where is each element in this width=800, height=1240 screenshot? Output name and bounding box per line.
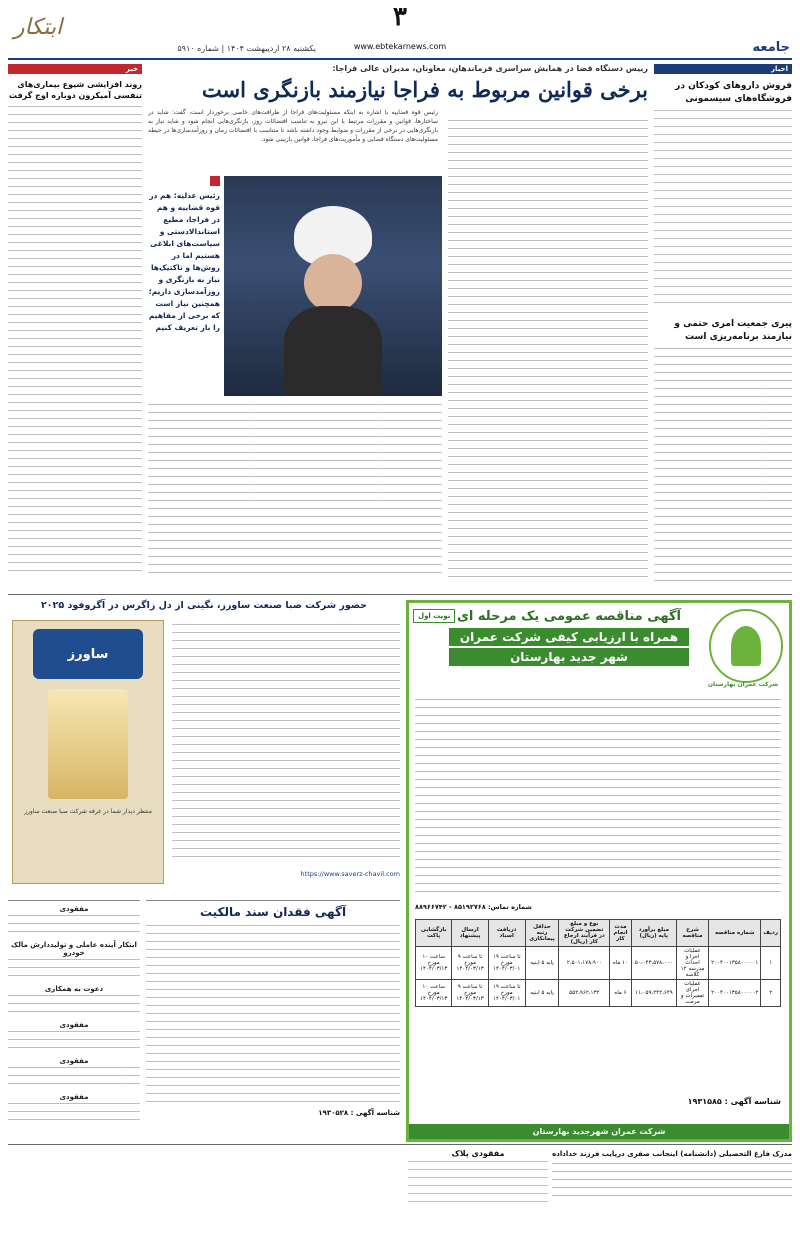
table-cell: ساعت ۱۰ مورخ ۱۴۰۴/۰۳/۱۳ bbox=[416, 980, 452, 1007]
tender-title bbox=[449, 609, 689, 666]
lost-item-body bbox=[8, 1103, 140, 1125]
table-cell: عملیات اجرا و احداث مدرسه ۱۲ کلاسه bbox=[676, 947, 708, 980]
table-cell: ۵۰،۰۴۳،۵۷۸،۰۰۰ bbox=[631, 947, 676, 980]
tender-title-line2: همراه با ارزیابی کیفی شرکت عمران bbox=[449, 628, 689, 646]
lost-item-body bbox=[8, 1067, 140, 1089]
table-header-cell: مدت انجام کار bbox=[610, 920, 632, 947]
expo-body bbox=[172, 624, 400, 864]
ownership-title: آگهی فقدان سند مالکیت bbox=[199, 905, 347, 919]
lost-item-title: مفقودی bbox=[59, 1093, 89, 1101]
left-news-body bbox=[8, 106, 142, 576]
table-cell: ۲۰۰۴۰۰۱۳۵۸۰۰۰۰۰۱ bbox=[709, 947, 761, 980]
lost-item-title: ابتکار آینده عاملی و تولیددارش مالک خودرو bbox=[11, 941, 137, 957]
booth-text: منتظر دیدار شما در غرفه شرکت صبا صنعت ساورز bbox=[24, 808, 152, 815]
judiciary-chief-photo bbox=[224, 176, 442, 396]
table-header-cell: شماره مناقصه bbox=[709, 920, 761, 947]
news-body-1 bbox=[654, 110, 792, 310]
table-cell: تا ساعت ۱۹ مورخ ۱۴۰۴/۰۳/۰۱ bbox=[488, 947, 525, 980]
tender-body bbox=[415, 699, 781, 899]
website-link[interactable]: www.ebtekarnews.com bbox=[353, 42, 447, 51]
story-kicker: رییس دستگاه قضا در همایش سراسری فرماندهان، معاونان، مدیران عالی فراجا: bbox=[332, 64, 648, 73]
table-cell: ۱ bbox=[761, 947, 781, 980]
tender-contact: شماره تماس: ۸۵۱۹۲۷۶۸ - ۸۸۹۶۶۷۴۲ bbox=[415, 903, 532, 911]
expo-title: حضور شرکت صبا صنعت ساورز، نگینی از دل زاگرس در آگروفود ۲۰۲۵ bbox=[40, 600, 368, 611]
left-news-title: روند افزایشی شیوع بیماری‌های تنفسی آمیکرون دوباره اوج گرفت bbox=[8, 80, 142, 100]
tender-ad-number: شناسه آگهی : ۱۹۳۱۵۸۵ bbox=[687, 1097, 781, 1106]
table-row bbox=[416, 980, 781, 1007]
newspaper-logo: ابتکار bbox=[13, 14, 63, 40]
masthead bbox=[0, 0, 800, 60]
news-title-2: پیری جمعیت امری حتمی و نیازمند برنامه‌ریزی است bbox=[674, 319, 792, 342]
column-header: خبر bbox=[8, 64, 142, 74]
tender-title-line1: آگهی مناقصه عمومی یک مرحله ای bbox=[456, 609, 682, 624]
table-header-cell: ردیف bbox=[761, 920, 781, 947]
notice-degree bbox=[552, 1149, 792, 1203]
table-row bbox=[416, 947, 781, 980]
story-lead: رئیس قوه قضاییه با اشاره به اینکه مسئولیت‌های فراجا از ظرافت‌های خاصی برخوردار است، گفت: شاید در ساختارها، قوانین و مقررات مرتبط با این نیرو به تناسب اقتضائات روز، بازنگری‌هایی انجام شود و شاید نیاز به بازنگری‌هایی در برخی از مقررات و ضوابط وجود داشته باشد تا متناسب با اقتضائات زمان و روزآمدسازی‌ها در حیطه مسئولیت‌های دستگاه قضایی و مأموریت‌های فراجا، قوانین بازبینی شود. bbox=[148, 109, 438, 143]
table-cell: ۶ ماه bbox=[610, 980, 632, 1007]
table-header-cell: حداقل رتبه پیمانکاری bbox=[525, 920, 559, 947]
table-cell: ساعت ۱۰ مورخ ۱۴۰۴/۰۳/۱۳ bbox=[416, 947, 452, 980]
company-logo bbox=[709, 609, 783, 683]
notice-degree-body bbox=[552, 1163, 792, 1203]
robe-shape bbox=[284, 306, 382, 396]
lost-item bbox=[8, 905, 140, 937]
face-shape bbox=[304, 254, 362, 312]
table-header-cell: بازگشایی پاکت bbox=[416, 920, 452, 947]
pullquote-text: رئیس عدلیه: هم در قوه قضاییه و هم در فراجا، مطیع استاندالادستی و سیاست‌های ابلاغی هستیم اما در روش‌ها و تاکتیک‌ها نیاز به بازنگری و روزآمدسازی داریم؛ همچنین نیاز است که برخی از مفاهیم را باز تعریف کنیم bbox=[148, 191, 220, 332]
tender-table-wrap bbox=[415, 919, 781, 1007]
tender-footer: شرکت عمران شهرجدید بهارستان bbox=[409, 1124, 789, 1139]
section-title: جامعه bbox=[752, 40, 790, 55]
lost-item bbox=[8, 1057, 140, 1089]
tender-ad bbox=[406, 600, 792, 1142]
lost-item-body bbox=[8, 959, 140, 981]
lost-item-title: مفقودی bbox=[59, 1057, 89, 1065]
table-cell: تا ساعت ۹ مورخ ۱۴۰۴/۰۳/۱۳ bbox=[452, 947, 488, 980]
quote-marker-icon bbox=[210, 176, 220, 186]
table-cell: تا ساعت ۹ مورخ ۱۴۰۴/۰۳/۱۳ bbox=[452, 980, 488, 1007]
lost-item-body bbox=[8, 1031, 140, 1053]
table-cell: عملیات اجرای تعمیرات و مرمت bbox=[676, 980, 708, 1007]
table-cell: ۱۰ ماه bbox=[610, 947, 632, 980]
bottom-notices bbox=[8, 1144, 792, 1235]
lost-item bbox=[8, 941, 140, 981]
masthead-rule bbox=[8, 58, 792, 60]
right-news-column bbox=[654, 64, 792, 586]
notice-plate-title: مفقودی پلاک bbox=[451, 1149, 505, 1158]
pullquote-box bbox=[148, 176, 220, 396]
left-news-column bbox=[8, 64, 142, 586]
ownership-ad bbox=[146, 900, 400, 1141]
lost-item-title: مفقودی bbox=[59, 905, 89, 913]
story-body-bottom bbox=[148, 404, 442, 580]
notice-plate bbox=[408, 1149, 548, 1205]
tender-table bbox=[415, 919, 781, 1007]
table-cell: ۵۵۲،۹۶۲،۱۳۲ bbox=[559, 980, 610, 1007]
page-number: ۳ bbox=[393, 2, 407, 32]
column-header: اخبار bbox=[654, 64, 792, 74]
table-cell: ۲،۵۰۱،۱۷۸،۹۰۰ bbox=[559, 947, 610, 980]
table-header-cell: شرح مناقصه bbox=[676, 920, 708, 947]
lost-item-body bbox=[8, 995, 140, 1017]
expo-article bbox=[8, 600, 400, 890]
dateline: یکشنبه ۲۸ اردیبهشت ۱۴۰۴ | شماره ۵۹۱۰ bbox=[177, 44, 316, 53]
news-title-1: فروش داروهای کودکان در فروشگاه‌های سیسمونی bbox=[675, 81, 792, 104]
lost-item bbox=[8, 1093, 140, 1125]
story-headline: برخی قوانین مربوط به فراجا نیازمند بازنگری است bbox=[201, 77, 648, 102]
notice-plate-body bbox=[408, 1161, 548, 1205]
table-cell: تا ساعت ۱۹ مورخ ۱۴۰۴/۰۳/۰۱ bbox=[488, 980, 525, 1007]
product-package bbox=[48, 689, 128, 799]
expo-website[interactable]: https://www.saverz-chavil.com bbox=[300, 870, 400, 878]
round-badge: نوبت اول bbox=[413, 609, 455, 623]
brand-badge: ساورز bbox=[33, 629, 143, 679]
table-header-cell: نوع و مبلغ تضمین شرکت در فرآیند ارجاع کار (ریال) bbox=[559, 920, 610, 947]
story-body-right bbox=[448, 120, 648, 580]
lost-item-body bbox=[8, 915, 140, 937]
company-name: شرکت عمران بهارستان bbox=[707, 681, 779, 688]
lost-item-title: دعوت به همکاری bbox=[44, 985, 104, 993]
tender-title-line3: شهر جدید بهارستان bbox=[449, 648, 689, 666]
lost-item-title: مفقودی bbox=[59, 1021, 89, 1029]
ownership-body bbox=[146, 925, 400, 1105]
lost-item bbox=[8, 1021, 140, 1053]
table-cell: ۲۰۰۴۰۰۱۳۵۸۰۰۰۰۰۲ bbox=[709, 980, 761, 1007]
main-story bbox=[148, 64, 648, 586]
table-header-cell: ارسال پیشنهاد bbox=[452, 920, 488, 947]
section-divider bbox=[8, 594, 792, 595]
table-cell: ۲ bbox=[761, 980, 781, 1007]
table-header-cell: مبلغ برآورد پایه (ریال) bbox=[631, 920, 676, 947]
product-ad-image bbox=[12, 620, 164, 884]
lost-item bbox=[8, 985, 140, 1017]
table-cell: پایه ۵ ابنیه bbox=[525, 980, 559, 1007]
notice-degree-title: مدرک فارغ التحصیلی (دانشنامه) اینجانب صفری درپایب فرزند خداداده bbox=[552, 1150, 792, 1158]
leaf-icon bbox=[731, 626, 761, 666]
table-cell: ۱۱،۰۵۹،۲۴۲،۶۴۹ bbox=[631, 980, 676, 1007]
ownership-ad-number: شناسه آگهی : ۱۹۳۰۵۲۸ bbox=[318, 1109, 400, 1117]
news-body-2 bbox=[654, 348, 792, 588]
table-cell: پایه ۵ ابنیه bbox=[525, 947, 559, 980]
lost-docs-column bbox=[8, 900, 140, 1141]
table-header-cell: دریافت اسناد bbox=[488, 920, 525, 947]
